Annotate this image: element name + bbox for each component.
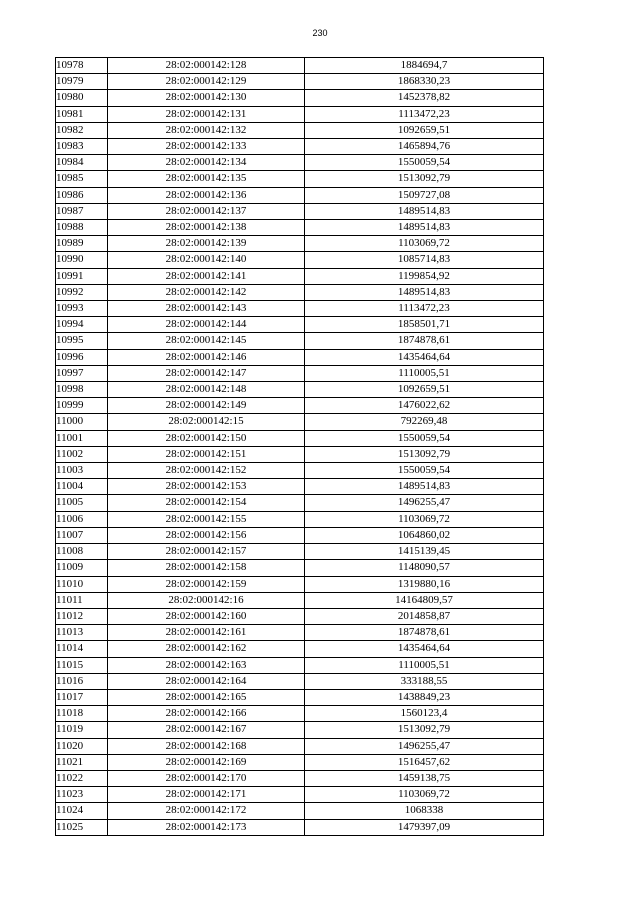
cadastral-number-cell: 28:02:000142:128 (108, 58, 305, 74)
table-row (56, 495, 544, 511)
cadastral-value-cell: 1113472,23 (305, 301, 544, 317)
row-number-cell: 10999 (56, 398, 108, 414)
cadastral-value-cell: 1884694,7 (305, 58, 544, 74)
table-row (56, 220, 544, 236)
table-row (56, 203, 544, 219)
row-number-cell: 11016 (56, 673, 108, 689)
cadastral-number-cell: 28:02:000142:15 (108, 414, 305, 430)
cadastral-value-cell: 1435464,64 (305, 641, 544, 657)
table-row (56, 706, 544, 722)
table-row (56, 770, 544, 786)
cadastral-value-cell: 1550059,54 (305, 430, 544, 446)
row-number-cell: 11020 (56, 738, 108, 754)
row-number-cell: 10998 (56, 382, 108, 398)
row-number-cell: 11012 (56, 608, 108, 624)
table-row (56, 122, 544, 138)
cadastral-number-cell: 28:02:000142:16 (108, 592, 305, 608)
cadastral-value-cell: 2014858,87 (305, 608, 544, 624)
cadastral-number-cell: 28:02:000142:134 (108, 155, 305, 171)
cadastral-value-cell: 1199854,92 (305, 268, 544, 284)
table-row (56, 754, 544, 770)
cadastral-number-cell: 28:02:000142:137 (108, 203, 305, 219)
cadastral-value-cell: 1319880,16 (305, 576, 544, 592)
cadastral-value-cell: 1438849,23 (305, 689, 544, 705)
row-number-cell: 10995 (56, 333, 108, 349)
table-row (56, 722, 544, 738)
table-row (56, 90, 544, 106)
cadastral-number-cell: 28:02:000142:150 (108, 430, 305, 446)
row-number-cell: 11022 (56, 770, 108, 786)
cadastral-number-cell: 28:02:000142:130 (108, 90, 305, 106)
cadastral-number-cell: 28:02:000142:160 (108, 608, 305, 624)
cadastral-value-cell: 1550059,54 (305, 463, 544, 479)
cadastral-value-cell: 1113472,23 (305, 106, 544, 122)
row-number-cell: 11013 (56, 625, 108, 641)
cadastral-value-cell: 1874878,61 (305, 625, 544, 641)
row-number-cell: 10989 (56, 236, 108, 252)
row-number-cell: 11000 (56, 414, 108, 430)
row-number-cell: 10983 (56, 139, 108, 155)
cadastral-number-cell: 28:02:000142:139 (108, 236, 305, 252)
cadastral-value-cell: 1516457,62 (305, 754, 544, 770)
row-number-cell: 10986 (56, 187, 108, 203)
cadastral-number-cell: 28:02:000142:166 (108, 706, 305, 722)
row-number-cell: 11018 (56, 706, 108, 722)
cadastral-value-cell: 1103069,72 (305, 236, 544, 252)
row-number-cell: 11010 (56, 576, 108, 592)
cadastral-number-cell: 28:02:000142:143 (108, 301, 305, 317)
cadastral-value-cell: 1496255,47 (305, 495, 544, 511)
row-number-cell: 11001 (56, 430, 108, 446)
row-number-cell: 11023 (56, 787, 108, 803)
cadastral-value-cell: 1103069,72 (305, 511, 544, 527)
cadastral-value-cell: 1509727,08 (305, 187, 544, 203)
table-row (56, 527, 544, 543)
row-number-cell: 10978 (56, 58, 108, 74)
row-number-cell: 11024 (56, 803, 108, 819)
table-row (56, 689, 544, 705)
cadastral-number-cell: 28:02:000142:154 (108, 495, 305, 511)
row-number-cell: 10997 (56, 365, 108, 381)
row-number-cell: 10990 (56, 252, 108, 268)
cadastral-number-cell: 28:02:000142:167 (108, 722, 305, 738)
cadastral-value-cell: 1110005,51 (305, 657, 544, 673)
cadastral-value-cell: 1415139,45 (305, 544, 544, 560)
table-row (56, 787, 544, 803)
row-number-cell: 10992 (56, 284, 108, 300)
cadastral-number-cell: 28:02:000142:171 (108, 787, 305, 803)
row-number-cell: 11025 (56, 819, 108, 835)
row-number-cell: 11009 (56, 560, 108, 576)
cadastral-number-cell: 28:02:000142:156 (108, 527, 305, 543)
row-number-cell: 10981 (56, 106, 108, 122)
table-row (56, 236, 544, 252)
cadastral-value-cell: 1858501,71 (305, 317, 544, 333)
table-row (56, 365, 544, 381)
cadastral-number-cell: 28:02:000142:164 (108, 673, 305, 689)
cadastral-value-cell: 1489514,83 (305, 479, 544, 495)
cadastral-value-cell: 1465894,76 (305, 139, 544, 155)
cadastral-value-cell: 1496255,47 (305, 738, 544, 754)
table-row (56, 398, 544, 414)
page-number: 230 (312, 28, 328, 38)
cadastral-value-cell: 1452378,82 (305, 90, 544, 106)
cadastral-number-cell: 28:02:000142:168 (108, 738, 305, 754)
cadastral-value-cell: 1560123,4 (305, 706, 544, 722)
row-number-cell: 10984 (56, 155, 108, 171)
cadastral-value-cell: 1479397,09 (305, 819, 544, 835)
table-row (56, 673, 544, 689)
row-number-cell: 10996 (56, 349, 108, 365)
cadastral-value-cell: 1110005,51 (305, 365, 544, 381)
row-number-cell: 10988 (56, 220, 108, 236)
table-row (56, 511, 544, 527)
cadastral-value-cell: 1489514,83 (305, 220, 544, 236)
cadastral-value-cell: 1435464,64 (305, 349, 544, 365)
row-number-cell: 11014 (56, 641, 108, 657)
row-number-cell: 11005 (56, 495, 108, 511)
cadastral-value-cell: 1092659,51 (305, 122, 544, 138)
table-row (56, 592, 544, 608)
table-row (56, 349, 544, 365)
cadastral-value-cell: 14164809,57 (305, 592, 544, 608)
row-number-cell: 11002 (56, 446, 108, 462)
cadastral-number-cell: 28:02:000142:149 (108, 398, 305, 414)
table-row (56, 430, 544, 446)
table-body (56, 58, 544, 836)
cadastral-number-cell: 28:02:000142:152 (108, 463, 305, 479)
row-number-cell: 11008 (56, 544, 108, 560)
table-row (56, 155, 544, 171)
cadastral-number-cell: 28:02:000142:135 (108, 171, 305, 187)
cadastral-number-cell: 28:02:000142:145 (108, 333, 305, 349)
cadastral-number-cell: 28:02:000142:141 (108, 268, 305, 284)
row-number-cell: 11007 (56, 527, 108, 543)
table-row (56, 576, 544, 592)
cadastral-number-cell: 28:02:000142:165 (108, 689, 305, 705)
cadastral-number-cell: 28:02:000142:153 (108, 479, 305, 495)
cadastral-number-cell: 28:02:000142:133 (108, 139, 305, 155)
cadastral-number-cell: 28:02:000142:158 (108, 560, 305, 576)
cadastral-value-cell: 1868330,23 (305, 74, 544, 90)
cadastral-number-cell: 28:02:000142:144 (108, 317, 305, 333)
cadastral-number-cell: 28:02:000142:170 (108, 770, 305, 786)
table-row (56, 106, 544, 122)
cadastral-number-cell: 28:02:000142:132 (108, 122, 305, 138)
table-row (56, 139, 544, 155)
row-number-cell: 11011 (56, 592, 108, 608)
row-number-cell: 10980 (56, 90, 108, 106)
cadastral-number-cell: 28:02:000142:147 (108, 365, 305, 381)
table-row (56, 544, 544, 560)
table-row (56, 58, 544, 74)
cadastral-value-cell: 1068338 (305, 803, 544, 819)
row-number-cell: 10987 (56, 203, 108, 219)
row-number-cell: 10991 (56, 268, 108, 284)
row-number-cell: 10979 (56, 74, 108, 90)
cadastral-number-cell: 28:02:000142:142 (108, 284, 305, 300)
row-number-cell: 11004 (56, 479, 108, 495)
cadastral-number-cell: 28:02:000142:163 (108, 657, 305, 673)
cadastral-number-cell: 28:02:000142:161 (108, 625, 305, 641)
cadastral-value-cell: 1085714,83 (305, 252, 544, 268)
table-row (56, 803, 544, 819)
table-row (56, 301, 544, 317)
row-number-cell: 11003 (56, 463, 108, 479)
cadastral-value-cell: 1148090,57 (305, 560, 544, 576)
row-number-cell: 11021 (56, 754, 108, 770)
table-row (56, 657, 544, 673)
cadastral-value-cell: 1513092,79 (305, 446, 544, 462)
table-row (56, 641, 544, 657)
cadastral-number-cell: 28:02:000142:140 (108, 252, 305, 268)
cadastral-value-cell: 1489514,83 (305, 284, 544, 300)
table-row (56, 446, 544, 462)
table-row (56, 268, 544, 284)
table-row (56, 463, 544, 479)
cadastral-number-cell: 28:02:000142:155 (108, 511, 305, 527)
cadastral-value-cell: 1459138,75 (305, 770, 544, 786)
table-row (56, 560, 544, 576)
cadastral-value-cell: 1513092,79 (305, 171, 544, 187)
table-row (56, 333, 544, 349)
table-row (56, 171, 544, 187)
cadastral-value-cell: 333188,55 (305, 673, 544, 689)
table-row (56, 317, 544, 333)
cadastral-number-cell: 28:02:000142:131 (108, 106, 305, 122)
cadastral-value-table (55, 57, 544, 836)
table-row (56, 738, 544, 754)
cadastral-number-cell: 28:02:000142:129 (108, 74, 305, 90)
cadastral-number-cell: 28:02:000142:169 (108, 754, 305, 770)
cadastral-value-cell: 1489514,83 (305, 203, 544, 219)
table-row (56, 187, 544, 203)
cadastral-number-cell: 28:02:000142:136 (108, 187, 305, 203)
cadastral-value-cell: 1103069,72 (305, 787, 544, 803)
cadastral-value-cell: 1476022,62 (305, 398, 544, 414)
cadastral-number-cell: 28:02:000142:138 (108, 220, 305, 236)
cadastral-value-cell: 1550059,54 (305, 155, 544, 171)
table-row (56, 252, 544, 268)
row-number-cell: 10985 (56, 171, 108, 187)
table-row (56, 382, 544, 398)
cadastral-number-cell: 28:02:000142:159 (108, 576, 305, 592)
row-number-cell: 10993 (56, 301, 108, 317)
cadastral-value-cell: 1064860,02 (305, 527, 544, 543)
cadastral-number-cell: 28:02:000142:146 (108, 349, 305, 365)
cadastral-value-cell: 1874878,61 (305, 333, 544, 349)
table-row (56, 74, 544, 90)
cadastral-value-cell: 792269,48 (305, 414, 544, 430)
cadastral-number-cell: 28:02:000142:173 (108, 819, 305, 835)
row-number-cell: 10994 (56, 317, 108, 333)
table-row (56, 414, 544, 430)
row-number-cell: 11017 (56, 689, 108, 705)
cadastral-value-cell: 1513092,79 (305, 722, 544, 738)
cadastral-number-cell: 28:02:000142:157 (108, 544, 305, 560)
table-row (56, 625, 544, 641)
table-row (56, 608, 544, 624)
cadastral-number-cell: 28:02:000142:151 (108, 446, 305, 462)
cadastral-number-cell: 28:02:000142:162 (108, 641, 305, 657)
cadastral-value-cell: 1092659,51 (305, 382, 544, 398)
row-number-cell: 11015 (56, 657, 108, 673)
row-number-cell: 10982 (56, 122, 108, 138)
cadastral-number-cell: 28:02:000142:172 (108, 803, 305, 819)
table-row (56, 284, 544, 300)
row-number-cell: 11006 (56, 511, 108, 527)
table-row (56, 479, 544, 495)
cadastral-number-cell: 28:02:000142:148 (108, 382, 305, 398)
row-number-cell: 11019 (56, 722, 108, 738)
table-row (56, 819, 544, 835)
